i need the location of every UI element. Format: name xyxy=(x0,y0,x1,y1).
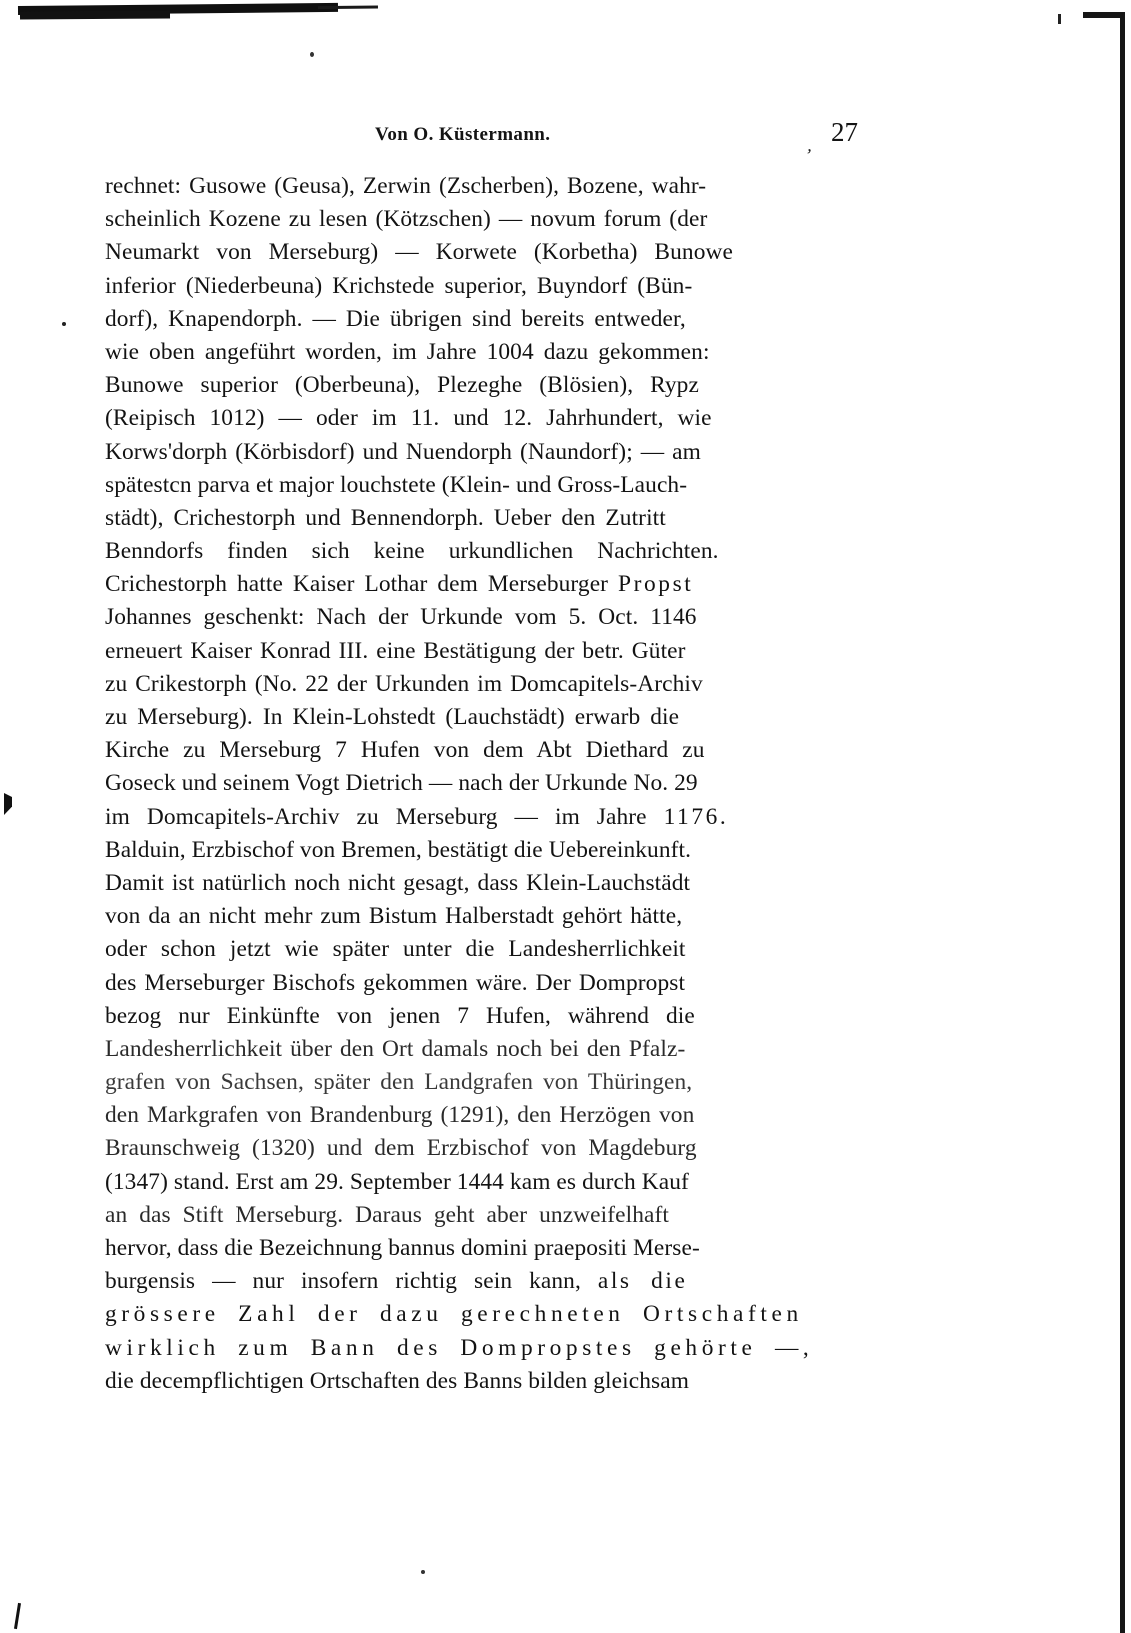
emphasized-text-run: als die xyxy=(597,1268,688,1295)
text-line: städt), Crichestorph und Bennendorph. Ueber den Zutritt xyxy=(105,504,666,531)
text-line: wie oben angeführt worden, im Jahre 1004 dazu gekommen: xyxy=(105,338,710,365)
scan-artifact-top-left-smudge-secondary xyxy=(20,10,170,19)
text-line xyxy=(105,568,895,601)
text-line: grafen von Sachsen, später den Landgrafen von Thüringen, xyxy=(105,1069,693,1096)
text-line: zu Merseburg). In Klein-Lohstedt (Lauchstädt) erwarb die xyxy=(105,704,680,730)
scan-artifact-bottom-left-pen-mark xyxy=(16,1603,24,1629)
emphasized-text-run: Propst xyxy=(618,571,694,598)
text-run: Crichestorph hatte Kaiser Lothar dem Merseburger xyxy=(105,571,619,598)
text-line: Braunschweig (1320) und dem Erzbischof von Magdeburg xyxy=(105,1135,697,1162)
body-text-block xyxy=(105,170,895,1398)
text-line: an das Stift Merseburg. Daraus geht aber unzweifelhaft xyxy=(105,1201,669,1228)
text-line: Neumarkt von Merseburg) — Korwete (Korbetha) Bunowe xyxy=(105,239,733,266)
text-line: oder schon jetzt wie später unter die Landesherrlichkeit xyxy=(105,936,686,963)
running-head-author: Von O. Küstermann. xyxy=(375,124,551,145)
text-run: im Domcapitels-Archiv zu Merseburg — im Jahre xyxy=(105,803,664,830)
page-number: 27 xyxy=(831,117,858,147)
text-line: Benndorfs finden sich keine urkundlichen Nachrichten. xyxy=(105,538,719,565)
text-line: inferior (Niederbeuna) Krichstede superior, Buyndorf (Bün- xyxy=(105,272,693,299)
scan-artifact-right-border xyxy=(1120,12,1125,1633)
text-line: hervor, dass die Bezeichnung bannus domini praepositi Merse- xyxy=(105,1235,700,1261)
text-line xyxy=(105,1265,895,1298)
text-line: dorf), Knapendorph. — Die übrigen sind bereits entweder, xyxy=(105,305,686,332)
running-head xyxy=(105,117,895,158)
text-line: bezog nur Einkünfte von jenen 7 Hufen, während die xyxy=(105,1002,695,1029)
scan-artifact-left-margin-mark xyxy=(4,793,12,815)
text-line: die decempflichtigen Ortschaften des Banns bilden gleichsam xyxy=(105,1367,689,1394)
text-line: Damit ist natürlich noch nicht gesagt, dass Klein-Lauchstädt xyxy=(105,869,691,896)
text-line: spätestcn parva et major louchstete (Klein- und Gross-Lauch- xyxy=(105,471,688,498)
scan-artifact-bottom-dot xyxy=(421,1570,425,1574)
text-line: Kirche zu Merseburg 7 Hufen von dem Abt Diethard zu xyxy=(105,737,705,764)
text-run: burgensis — nur insofern richtig sein kann, xyxy=(105,1268,598,1295)
scan-artifact-margin-dot xyxy=(62,322,66,326)
running-head-stray-comma: , xyxy=(806,134,814,156)
text-line: wirklich zum Bann des Dompropstes gehörte —, xyxy=(105,1334,814,1361)
text-line: Johannes geschenkt: Nach der Urkunde vom 5. Oct. 1146 xyxy=(105,604,697,631)
scan-artifact-right-border-cap xyxy=(1083,12,1125,18)
text-line: grössere Zahl der dazu gerechneten Ortschaften xyxy=(105,1301,803,1328)
text-line: (1347) stand. Erst am 29. September 1444 kam es durch Kauf xyxy=(105,1168,689,1195)
scan-artifact-top-dot xyxy=(310,52,314,57)
text-line: des Merseburger Bischofs gekommen wäre. Der Dompropst xyxy=(105,969,686,996)
text-line: von da an nicht mehr zum Bistum Halberstadt gehört hätte, xyxy=(105,903,683,930)
emphasized-text-run: 1176. xyxy=(663,803,729,830)
scan-artifact-top-right-tick xyxy=(1058,14,1061,24)
text-line: scheinlich Kozene zu lesen (Kötzschen) — novum forum (der xyxy=(105,206,708,233)
text-line: rechnet: Gusowe (Geusa), Zerwin (Zscherben), Bozene, wahr- xyxy=(105,173,707,199)
text-line: Korws'dorph (Körbisdorf) und Nuendorph (Naundorf); — am xyxy=(105,438,701,465)
text-line: zu Crikestorph (No. 22 der Urkunden im Domcapitels-Archiv xyxy=(105,670,703,697)
text-line: den Markgrafen von Brandenburg (1291), den Herzögen von xyxy=(105,1102,695,1129)
text-line: Goseck und seinem Vogt Dietrich — nach der Urkunde No. 29 xyxy=(105,770,698,797)
text-line: Balduin, Erzbischof von Bremen, bestätigt die Uebereinkunft. xyxy=(105,836,692,863)
text-line: erneuert Kaiser Konrad III. eine Bestätigung der betr. Güter xyxy=(105,637,686,664)
text-line xyxy=(105,801,895,834)
text-line: Landesherrlichkeit über den Ort damals noch bei den Pfalz- xyxy=(105,1035,686,1062)
text-line: Bunowe superior (Oberbeuna), Plezeghe (Blösien), Rypz xyxy=(105,372,699,399)
text-line: (Reipisch 1012) — oder im 11. und 12. Jahrhundert, wie xyxy=(105,405,712,432)
